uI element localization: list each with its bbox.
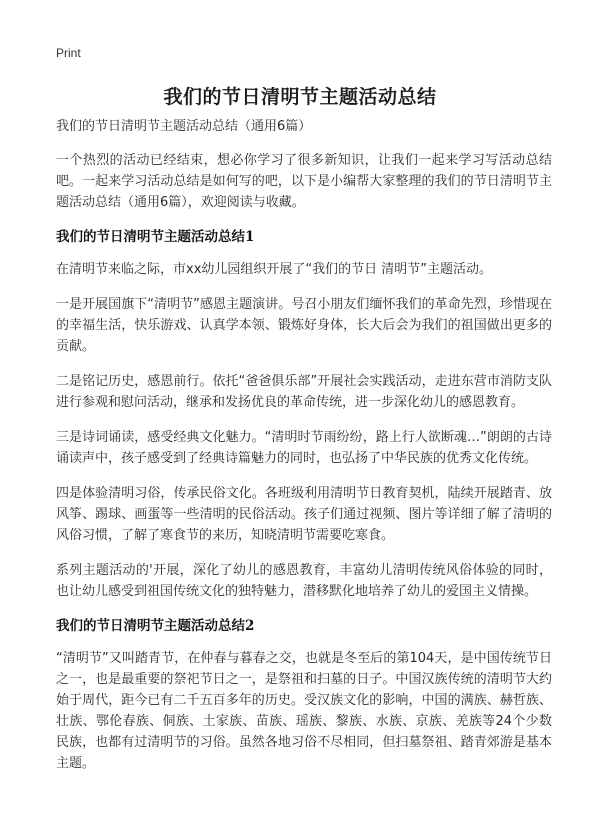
section-paragraph: 系列主题活动的'开展，深化了幼儿的感恩教育，丰富幼儿清明传统风俗体验的同时，也让幼儿感受到祖国传统文化的独特魅力，潜移默化地培养了幼儿的爱国主义情操。	[56, 563, 552, 599]
section-2	[56, 616, 552, 774]
section-paragraph: 在清明节来临之际，市xx幼儿园组织开展了“我们的节日 清明节”主题活动。	[56, 262, 492, 277]
document-subtitle: 我们的节日清明节主题活动总结（通用6篇）	[56, 119, 312, 134]
section-heading: 我们的节日清明节主题活动总结2	[56, 618, 255, 634]
section-paragraph: 三是诗词诵读，感受经典文化魅力。“清明时节雨纷纷，路上行人欲断魂…”朗朗的古诗诵读声中，孩子感受到了经典诗篇魅力的同时，也弘扬了中华民族的优秀文化传统。	[56, 430, 552, 466]
section-paragraph: 四是体验清明习俗，传承民俗文化。各班级利用清明节日教育契机，陆续开展踏青、放风筝、踢球、画蛋等一些清明的民俗活动。孩子们通过视频、图片等详细了解了清明的风俗习惯，了解了寒食节的来历，知晓清明节需要吃寒食。	[56, 486, 552, 543]
document-body	[56, 116, 552, 788]
section-paragraph: 二是铭记历史，感恩前行。依托“爸爸俱乐部”开展社会实践活动，走进东营市消防支队进行参观和慰问活动，继承和发扬优良的革命传统，进一步深化幼儿的感恩教育。	[56, 374, 552, 410]
section-paragraph: “清明节”又叫踏青节，在仲春与暮春之交，也就是冬至后的第104天，是中国传统节日之一，也是最重要的祭祀节日之一，是祭祖和扫墓的日子。中国汉族传统的清明节大约始于周代，距今已有二千五百多年的历史。受汉族文化的影响，中国的满族、赫哲族、壮族、鄂伦春族、侗族、土家族、苗族、瑶族、黎族、水族、京族、羌族等24个少数民族，也都有过清明节的习俗。虽然各地习俗不尽相同，但扫墓祭祖、踏青郊游是基本主题。	[56, 651, 552, 771]
section-1	[56, 227, 552, 602]
section-heading: 我们的节日清明节主题活动总结1	[56, 229, 255, 245]
print-link[interactable]: Print	[56, 46, 81, 60]
section-paragraph: 一是开展国旗下“清明节”感恩主题演讲。号召小朋友们缅怀我们的革命先烈，珍惜现在的幸福生活，快乐游戏、认真学本领、锻炼好身体，长大后会为我们的祖国做出更多的贡献。	[56, 297, 552, 354]
document-title: 我们的节日清明节主题活动总结	[163, 86, 437, 108]
intro-paragraph: 一个热烈的活动已经结束，想必你学习了很多新知识，让我们一起来学习写活动总结吧。一起来学习活动总结是如何写的吧，以下是小编帮大家整理的我们的节日清明节主题活动总结（通用6篇），欢迎阅读与收藏。	[56, 153, 552, 210]
